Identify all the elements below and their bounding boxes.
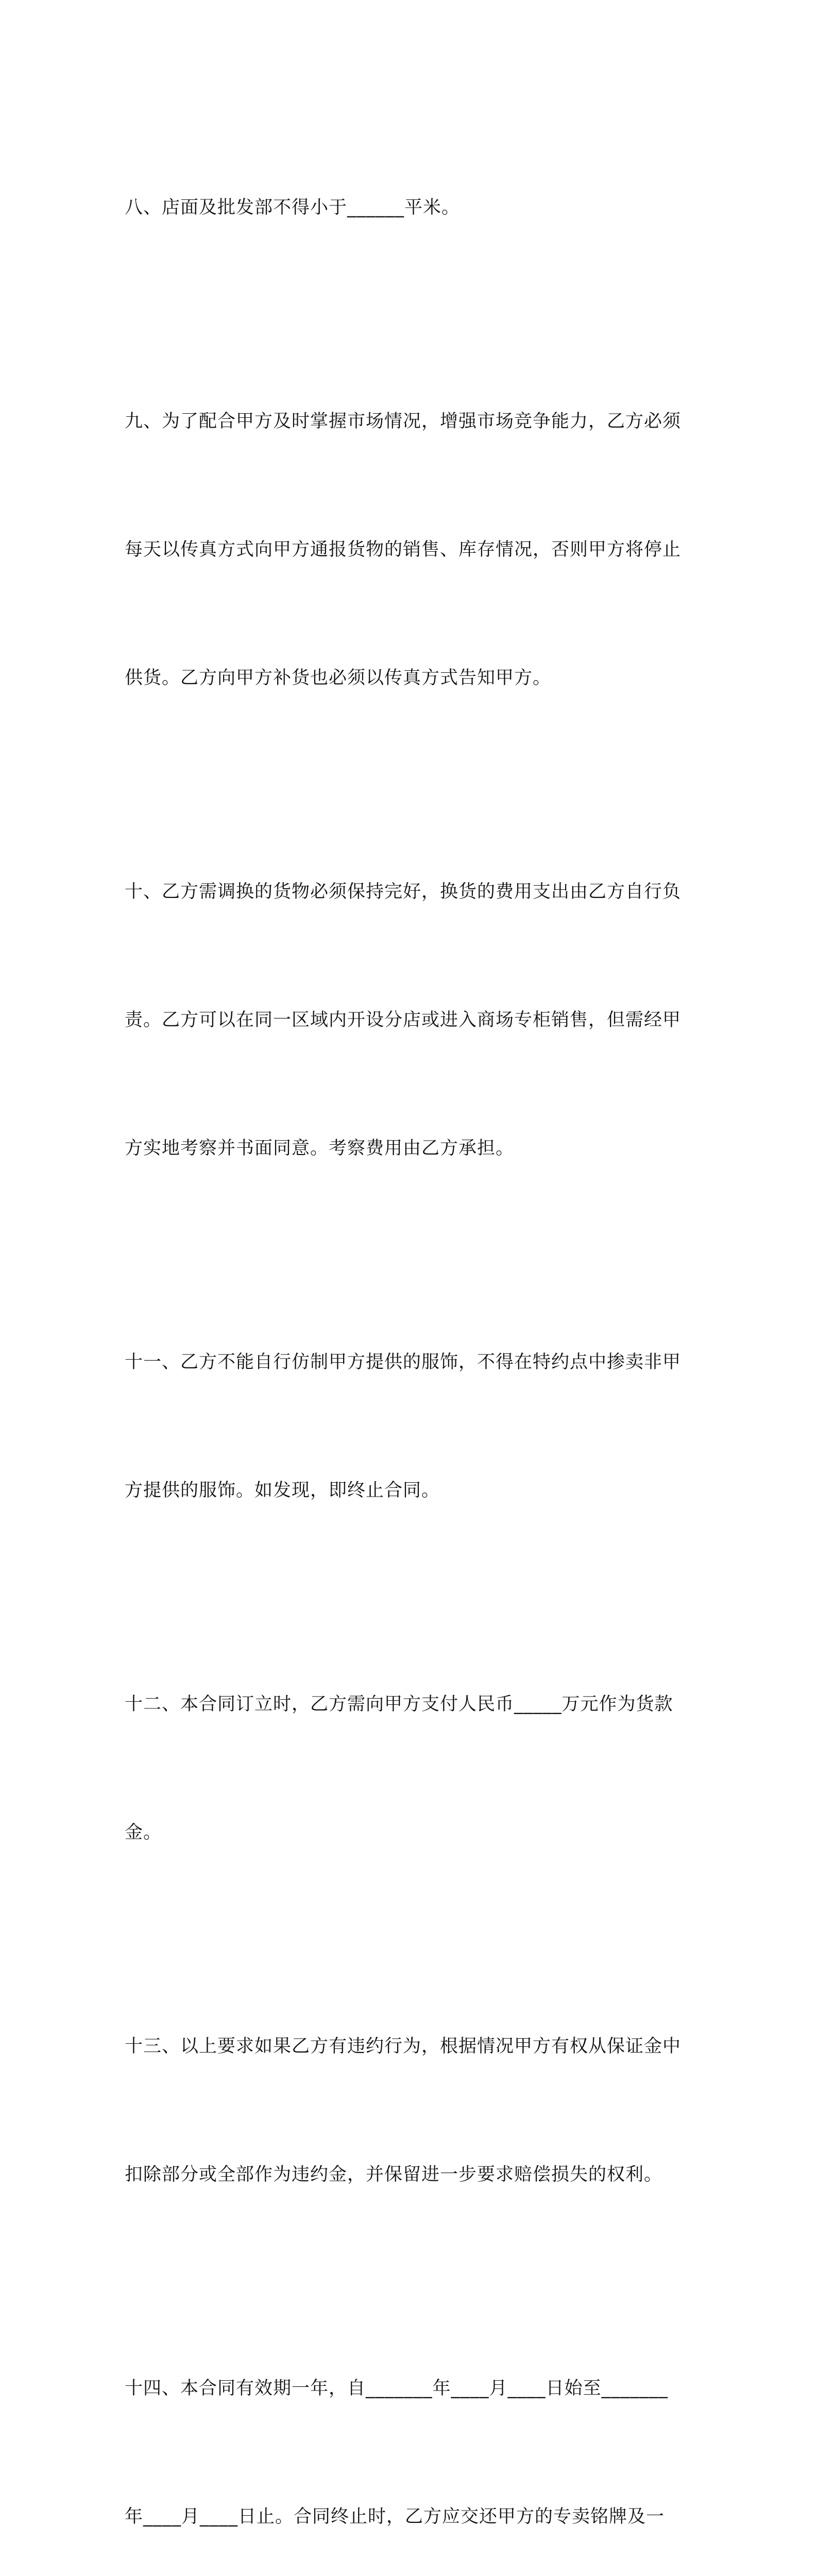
clause-line: 金。 [125,1822,162,1843]
clause-12 [125,1598,702,1940]
clause-9 [125,315,702,785]
clause-8 [125,101,702,315]
clause-line: 十、乙方需调换的货物必须保持完好，换货的费用支出由乙方自行负 [125,882,682,902]
clause-line: 每天以传真方式向甲方通报货物的销售、库存情况，否则甲方将停止 [125,539,682,560]
clause-line: 责。乙方可以在同一区域内开设分店或进入商场专柜销售，但需经甲 [125,1010,682,1030]
clause-line: 扣除部分或全部作为违约金，并保留进一步要求赔偿损失的权利。 [125,2164,663,2185]
clause-line: 十二、本合同订立时，乙方需向甲方支付人民币_____万元作为货款 [125,1694,673,1715]
clause-line: 八、店面及批发部不得小于______平米。 [125,197,461,218]
clause-14 [125,2282,702,2576]
clause-line: 九、为了配合甲方及时掌握市场情况，增强市场竞争能力，乙方必须 [125,411,682,432]
clause-13 [125,1940,702,2282]
clause-line: 十四、本合同有效期一年，自_______年____月____日始至_______ [125,2378,669,2399]
clause-11 [125,1256,702,1598]
clause-line: 方提供的服饰。如发现，即终止合同。 [125,1480,440,1501]
clause-line: 供货。乙方向甲方补货也必须以传真方式告知甲方。 [125,668,552,688]
clause-line: 十一、乙方不能自行仿制甲方提供的服饰，不得在特约点中掺卖非甲 [125,1352,682,1372]
clause-line: 十三、以上要求如果乙方有违约行为，根据情况甲方有权从保证金中 [125,2036,682,2057]
clause-line: 方实地考察并书面同意。考察费用由乙方承担。 [125,1138,515,1159]
document-body [125,101,702,2576]
clause-10 [125,785,702,1256]
clause-line: 年____月____日止。合同终止时，乙方应交还甲方的专卖铭牌及一 [125,2506,665,2527]
